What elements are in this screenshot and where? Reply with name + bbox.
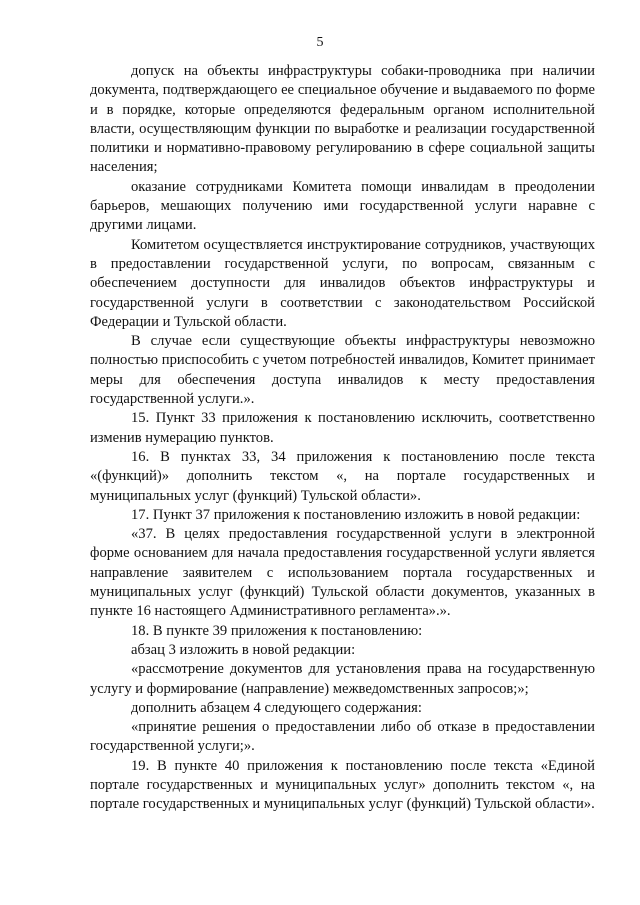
paragraph: допуск на объекты инфраструктуры собаки-проводника при наличии документа, подтверждающего ее специальное обучение и выдаваемого по форме и в порядке, которые определяются федеральным органом исполнительной власти, осуществляющим функции по выработке и реализации государственной политики и нормативно-правовому регулированию в сфере социальной защиты населения; xyxy=(90,63,595,176)
paragraph: «37. В целях предоставления государственной услуги в электронной форме основанием для начала предоставления государственной услуги является направление заявителем с использованием портала государственных и муниципальных услуг (функций) Тульской области документов, указанных в пункте 16 настоящего Административного регламента».». xyxy=(90,526,595,620)
paragraph: абзац 3 изложить в новой редакции: xyxy=(131,641,356,658)
paragraph: 16. В пунктах 33, 34 приложения к постановлению после текста «(функций)» дополнить текстом «, на портале государственных и муниципальных услуг (функций) Тульской области». xyxy=(90,448,595,504)
document-body xyxy=(90,62,595,815)
paragraph: 18. В пункте 39 приложения к постановлению: xyxy=(131,622,423,639)
paragraph: Комитетом осуществляется инструктирование сотрудников, участвующих в предоставлении государственной услуги, по вопросам, связанным с обеспечением доступности для инвалидов объектов инфраструктуры и государственной услуги в соответствии с законодательством Российской Федерации и Тульской области. xyxy=(90,236,595,330)
paragraph: 17. Пункт 37 приложения к постановлению изложить в новой редакции: xyxy=(131,506,581,523)
page-number: 5 xyxy=(316,35,324,50)
paragraph: оказание сотрудниками Комитета помощи инвалидам в преодолении барьеров, мешающих получению ими государственной услуги наравне с другими лицами. xyxy=(90,178,595,234)
paragraph: 19. В пункте 40 приложения к постановлению после текста «Единой портале государственных и муниципальных услуг» дополнить текстом «, на портале государственных и муниципальных услуг (функций) Тульской области». xyxy=(90,757,595,813)
paragraph: «рассмотрение документов для установления права на государственную услугу и формирование (направление) межведомственных запросов;»; xyxy=(90,661,595,697)
paragraph: В случае если существующие объекты инфраструктуры невозможно полностью приспособить с учетом потребностей инвалидов, Комитет принимает меры для обеспечения доступа инвалидов к месту предоставления государственной услуги.». xyxy=(90,333,595,408)
paragraph: дополнить абзацем 4 следующего содержания: xyxy=(131,699,422,716)
paragraph: 15. Пункт 33 приложения к постановлению исключить, соответственно изменив нумерацию пунктов. xyxy=(90,410,595,446)
paragraph: «принятие решения о предоставлении либо об отказе в предоставлении государственной услуги;». xyxy=(90,719,595,755)
